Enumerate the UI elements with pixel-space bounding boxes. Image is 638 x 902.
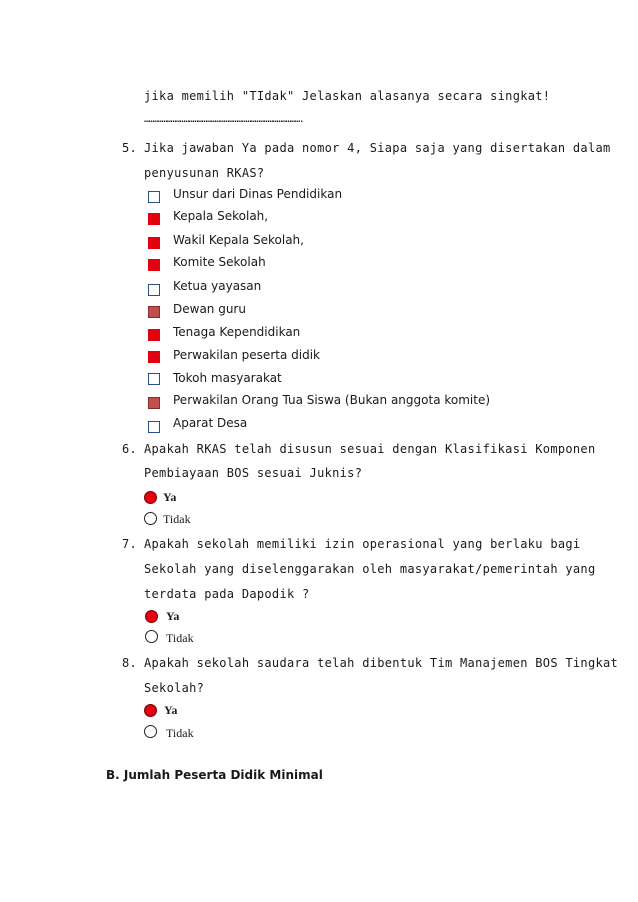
option-label: Ketua yayasan <box>173 279 262 293</box>
q8-radio-ya[interactable] <box>144 704 157 717</box>
checkbox-komite-sekolah[interactable] <box>148 259 160 271</box>
option-label: Perwakilan peserta didik <box>173 348 320 362</box>
q7-radio-tidak[interactable] <box>145 630 158 643</box>
q6-label-ya: Ya <box>163 490 177 504</box>
q7-label-ya: Ya <box>166 609 180 623</box>
q6-radio-ya[interactable] <box>144 491 157 504</box>
q7-number: 7. <box>122 537 138 551</box>
q6-radio-tidak[interactable] <box>144 512 157 525</box>
checkbox-aparat-desa[interactable] <box>148 421 160 433</box>
q6-label-tidak: Tidak <box>163 512 191 526</box>
option-label: Unsur dari Dinas Pendidikan <box>173 187 343 201</box>
checkbox-perwakilan-peserta-didik[interactable] <box>148 351 160 363</box>
q8-number: 8. <box>122 656 138 670</box>
q5-number: 5. <box>122 141 138 155</box>
q5-text-line2: penyusunan RKAS? <box>144 166 265 180</box>
option-label: Wakil Kepala Sekolah, <box>173 233 304 247</box>
q8-label-ya: Ya <box>164 703 178 717</box>
q8-text-line2: Sekolah? <box>144 681 205 695</box>
q7-label-tidak: Tidak <box>166 631 194 645</box>
q8-text-line1: Apakah sekolah saudara telah dibentuk Tim Manajemen BOS Tingkat <box>144 656 619 670</box>
q5-text-line1: Jika jawaban Ya pada nomor 4, Siapa saja yang disertakan dalam <box>144 141 611 155</box>
q7-radio-ya[interactable] <box>145 610 158 623</box>
option-label: Dewan guru <box>173 302 246 316</box>
option-label: Tokoh masyarakat <box>173 371 282 385</box>
q6-text-line1: Apakah RKAS telah disusun sesuai dengan Klasifikasi Komponen <box>144 442 596 456</box>
checkbox-kepala-sekolah[interactable] <box>148 213 160 225</box>
section-heading: B. Jumlah Peserta Didik Minimal <box>106 768 323 782</box>
checkbox-unsur-dinas[interactable] <box>148 191 160 203</box>
option-label: Komite Sekolah <box>173 255 266 269</box>
checkbox-perwakilan-orang-tua[interactable] <box>148 397 160 409</box>
checkbox-wakil-kepala-sekolah[interactable] <box>148 237 160 249</box>
q7-text-line1: Apakah sekolah memiliki izin operasional yang berlaku bagi <box>144 537 581 551</box>
option-label: Kepala Sekolah, <box>173 209 269 223</box>
checkbox-tokoh-masyarakat[interactable] <box>148 373 160 385</box>
option-label: Tenaga Kependidikan <box>173 325 301 339</box>
q6-number: 6. <box>122 442 138 456</box>
q8-radio-tidak[interactable] <box>144 725 157 738</box>
q6-text-line2: Pembiayaan BOS sesuai Juknis? <box>144 466 363 480</box>
checkbox-tenaga-kependidikan[interactable] <box>148 329 160 341</box>
q7-text-line2: Sekolah yang diselenggarakan oleh masyarakat/pemerintah yang <box>144 562 596 576</box>
q8-label-tidak: Tidak <box>166 726 194 740</box>
checkbox-dewan-guru[interactable] <box>148 306 160 318</box>
q7-text-line3: terdata pada Dapodik ? <box>144 587 310 601</box>
answer-dotted-line: ……………………………………………………………………………………………. <box>144 114 304 125</box>
option-label: Aparat Desa <box>173 416 248 430</box>
option-label: Perwakilan Orang Tua Siswa (Bukan anggota komite) <box>173 393 491 407</box>
checkbox-ketua-yayasan[interactable] <box>148 284 160 296</box>
intro-text: jika memilih "TIdak" Jelaskan alasanya secara singkat! <box>144 89 551 103</box>
